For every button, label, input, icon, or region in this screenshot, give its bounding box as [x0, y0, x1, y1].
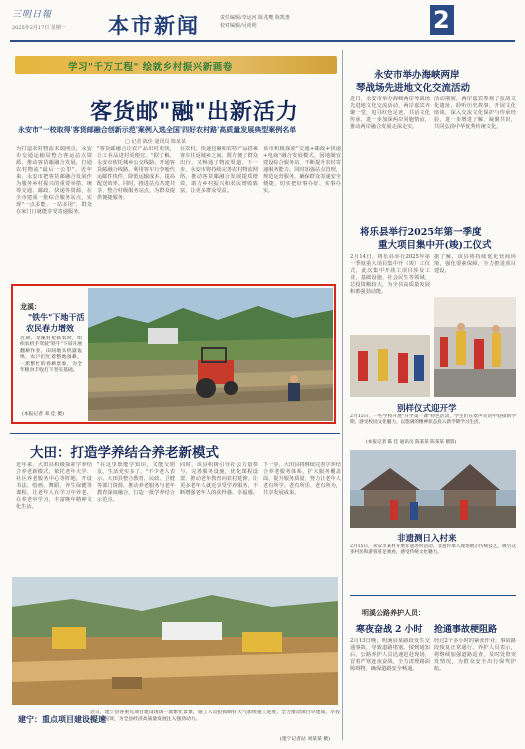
- right-top-body-col-2: 活动期间，两岸嘉宾参观了抗战文化遗址，聆听历史故事，开展文化座谈，深入交流文化保护与传承经验，进一步增进了解、凝聚共识，共同弘扬中华优秀传统文化。: [434, 96, 516, 130]
- right-photo-caption: 2月15日，一些学校开展"开学第一课"特色活动，学生们在欢声笑语中迎接新学期，感受校园文化魅力，以饱满的精神状态投入新学期学习生活。: [350, 414, 516, 426]
- lead-body-col-2: "客货邮融合让农产品出村更快，让工业品进村更便宜。"据了解，永安市依托城乡公交线路，开通客货邮融合线路，利用客车行李舱代运邮件快件，降低运输成本，提高配送效率。同时，推进站点共建共享，整合村级服务站点，为群众提供便捷服务。: [97, 146, 175, 201]
- right-photo-title: 别样仪式迎开学: [397, 404, 457, 414]
- datian-body-col-3: 同时，该县积极引导社会力量参与，完善服务设施，优化课程设置，推动老年教育向农村延伸，让更多老年人就近享受学养服务，不断增强老年人的获得感、幸福感。: [180, 462, 258, 496]
- editor-line-2: 校对编辑/吴尚明: [220, 23, 257, 29]
- right-mid-title-2: 重大项目集中开(竣)工仪式: [378, 240, 492, 251]
- bottom-left-title: 建宁：重点项目建设提速: [18, 714, 106, 724]
- lead-subtitle: 永安市"一校取得'客货邮融合创新示范'案例入选全国'四好农村路'高质量发展典型案例名单: [18, 125, 297, 134]
- right-mid-body-col-1: 2月14日，将乐县举行2025年第一季度重大项目集中开（竣）工仪式，此次集中开竣工项目涉及工业、基础设施、社会民生等领域，总投资额较大，为全县高质量发展积蓄强劲动能。: [350, 254, 430, 295]
- village-photo-caption: 2月15日，永安市某村开展非遗进村活动，非遗传承人现场展示传统技艺，吸引众多村民和游客驻足观看，感受传统文化魅力。: [350, 544, 516, 556]
- feature-caption: 近期，龙溪村抢抓农时，组织农机手驾驶"铁牛"下田开展翻耕作业。田间地头机器轰鸣，农户们忙着整地备耕，一派繁忙的春耕景象，为全年粮食丰收打下坚实基础。: [20, 336, 82, 374]
- datian-rule: [10, 433, 340, 434]
- section-title: 本市新闻: [108, 13, 200, 38]
- right-top-title-2: 琴战场先进地文化交流活动: [356, 83, 471, 94]
- road-body-col-1: 2月13日晚，明溪县某路段发生交通事故，导致道路堵塞。接到通知后，公路养护人员迅速赶赴现场，冒着严寒连夜奋战，全力清理路面障碍物，确保道路安全畅通。: [350, 638, 430, 672]
- datian-body-col-4: 下一步，大田县将继续完善学养结合养老服务体系，扩大服务覆盖面，提升服务质量，努力让老年人老有所学、老有所乐、老有所为，共享发展成果。: [263, 462, 341, 496]
- right-top-title-1: 永安市举办海峡两岸: [374, 70, 460, 81]
- right-mid-title-1: 将乐县举行2025年第一季度: [360, 227, 482, 238]
- theme-banner-text: 学习"千万工程" 绘就乡村振兴新画卷: [68, 62, 233, 73]
- masthead: [0, 0, 525, 42]
- right-photo-credit: (本报记者 陈 佳 通讯员 陈某某 陈某某 摄影): [366, 440, 457, 445]
- road-story-rule: [350, 595, 516, 596]
- road-title-right: 抢通事故梗阻路: [434, 625, 498, 635]
- bottom-left-credit: (建宁记者站 刘某某 摄): [280, 737, 330, 742]
- lead-body-col-4: 该市积极探索"交通+邮政+快递+电商"融合发展模式，因地制宜建设综合服务站，不断提升农村寄递服务能力。同时加强站点管理，规范运营服务，确保群众寄递安全便捷，切实把好事办好、实事办实。: [263, 146, 341, 194]
- bottom-left-caption: 近日，建宁县各重点项目建设现场一派繁忙景象，施工人员抢抓晴好天气加快施工进度，全力推动项目早建成、早投用、早见效，为全县经济高质量发展注入强劲动力。: [90, 710, 340, 722]
- school-opening-photo: [434, 297, 516, 397]
- issue-date: 2025年2月17日 星期一: [12, 25, 66, 31]
- heritage-village-photo: [350, 450, 516, 528]
- right-mid-body-col-2: 据了解，该县将持续优化营商环境，强化要素保障，全力推进项目建设。: [434, 254, 516, 274]
- editor-line-1: 责任编辑/李运河 陈兆鹰 陈凯惠: [220, 15, 290, 21]
- page-number: 2: [433, 6, 450, 34]
- datian-body-col-2: "在这里既能学知识，又能交朋友，生活充实多了。"不少老人表示。大田县整合教育、民政、卫健等部门资源，推动养老服务与老年教育深度融合，打造一批学养结合示范点。: [97, 462, 175, 503]
- feature-location: 龙溪：: [20, 302, 41, 311]
- road-kicker: 明溪公路养护人员：: [362, 608, 425, 617]
- construction-photo: [12, 577, 338, 705]
- right-top-body-col-1: 近日，永安市举办海峡两岸琴战场先进地文化交流活动，两岸嘉宾齐聚一堂，追寻红色足迹，共话文化传承，进一步加深两岸同胞情谊，推动两岸融合发展走深走实。: [350, 96, 430, 130]
- village-photo-title: 非遗测日入村来: [397, 534, 457, 544]
- lead-byline: □ 记者 陈佳 通讯员 陈某某: [125, 139, 187, 145]
- lead-title: 客货邮"融"出新活力: [90, 99, 299, 125]
- feature-title-1: "铁牛"下地干活: [28, 312, 85, 322]
- datian-body-col-1: 近年来，大田县积极探索学养结合养老新模式，依托老年大学、社区养老服务中心等阵地，开设书法、绘画、舞蹈、养生保健等课程，让老年人在学习中养老、在养老中学习，丰富晚年精神文化生活。: [16, 462, 92, 510]
- road-body-col-2: 经过2个多小时的紧张作业，事故路段恢复正常通行。养护人员表示，将继续加强道路巡查，及时处置突发情况，为群众安全出行保驾护航。: [434, 638, 516, 672]
- feature-title-2: 农民春力增效: [26, 323, 74, 333]
- masthead-rule: [10, 40, 515, 42]
- datian-title: 大田：打造学养结合养老新模式: [30, 445, 219, 461]
- tractor-farm-photo: [88, 288, 333, 421]
- column-divider: [342, 50, 343, 740]
- lead-body-col-1: 为打造农村物流末端网点，永安市交通运输局整合客运站点资源，推动客货邮融合发展，打通农村物流"最后一公里"。近年来，永安市把客货邮融合发展作为服务乡村振兴的重要举措，统筹交通、邮政、快递等资源，在全市建成一批综合服务站点，实现"一点多能、一站多用"，群众在家门口就能享受寄递服务。: [16, 146, 92, 215]
- school-opening-photo-wide: [350, 335, 430, 397]
- feature-credit: (本报记者 邓 佳 摄): [22, 412, 64, 417]
- road-title-left: 寒夜奋战 2 小时: [356, 625, 423, 635]
- lead-body-col-3: 在农村，快递包裹和农特产品搭乘客车往返城乡之间，既方便了群众出行，又畅通了物流渠道。下一步，永安市将持续完善农村物流网络，推动客货邮融合发展提质增效，助力乡村振兴和农民增收致富，让更多群众受益。: [180, 146, 258, 194]
- newspaper-logo: 三明日報: [12, 10, 53, 20]
